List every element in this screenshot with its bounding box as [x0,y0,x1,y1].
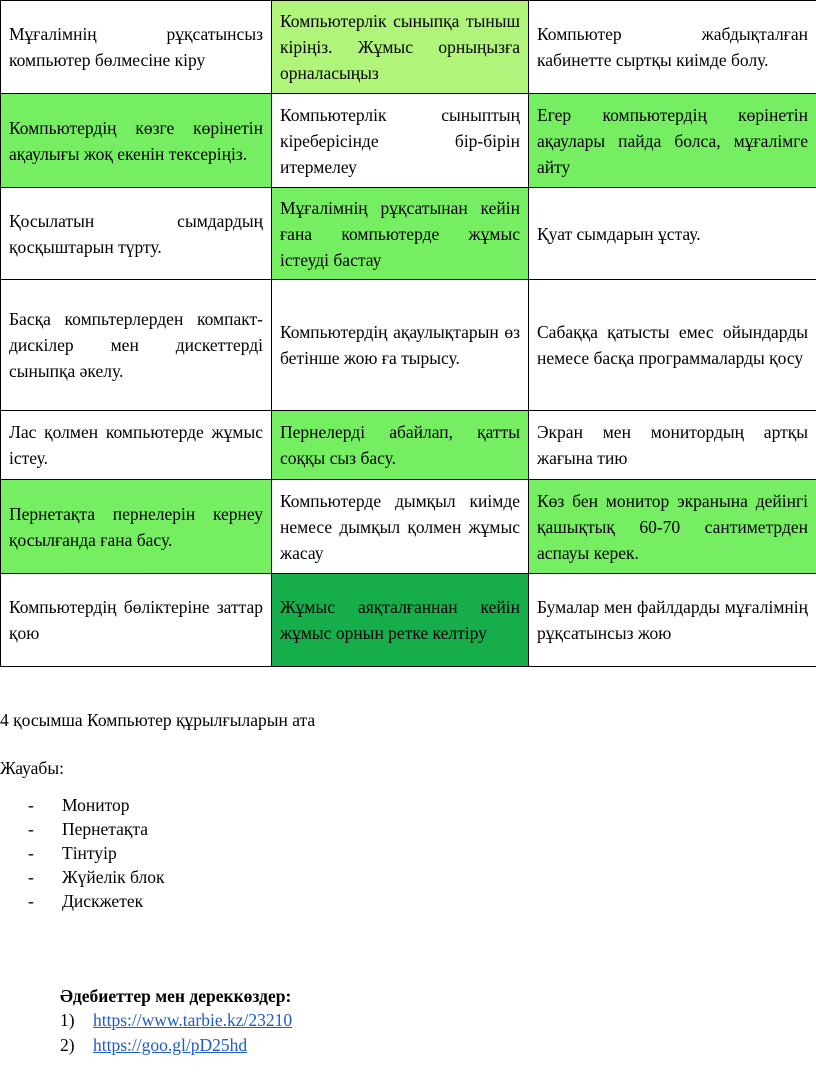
list-item-text: Пернетақта [62,819,149,839]
table-row [1,411,816,480]
table-cell: Компьютерлік сыныпқа тыныш кіріңіз. Жұмыс орныңызға орналасыңыз [272,1,529,94]
table-cell: Көз бен монитор экранына дейінгі қашықтық 60-70 сантиметрден аспауы керек. [529,480,816,574]
table-cell: Компьютерде дымқыл киімде немесе дымқыл қолмен жұмыс жасау [272,480,529,574]
table-cell: Басқа компьтерлерден компакт-дискілер мен дискеттерді сыныпқа әкелу. [1,280,272,411]
list-item [28,817,165,841]
dash-bullet: - [28,891,34,911]
dash-bullet: - [28,843,34,863]
table-row [1,480,816,574]
table-row [1,188,816,280]
table-cell: Қуат сымдарын ұстау. [529,188,816,280]
list-item-text: Дискжетек [62,891,144,911]
references-title: Әдебиеттер мен дереккөздер: [60,986,292,1006]
table-cell: Пернелерді абайлап, қатты соққы сыз басу. [272,411,529,480]
list-item-text: Тінтуір [62,843,117,863]
table-cell: Компьютердің бөліктеріне заттар қою [1,574,272,667]
table-row [1,94,816,188]
answer-list [28,793,165,913]
table-cell: Сабаққа қатысты емес ойындарды немесе басқа программаларды қосу [529,280,816,411]
answer-label: Жауабы: [0,758,64,778]
reference-link[interactable]: https://www.tarbie.kz/23210 [93,1010,293,1030]
table-cell: Компьютер жабдықталған кабинетте сыртқы киімде болу. [529,1,816,94]
table-cell: Экран мен монитордың артқы жағына тию [529,411,816,480]
reference-number: 1) [60,1010,75,1030]
reference-number: 2) [60,1035,75,1055]
dash-bullet: - [28,867,34,887]
dash-bullet: - [28,795,34,815]
reference-link[interactable]: https://goo.gl/pD25hd [93,1035,248,1055]
table-cell: Лас қолмен компьютерде жұмыс істеу. [1,411,272,480]
table-cell: Қосылатын сымдардың қосқыштарын түрту. [1,188,272,280]
table-cell: Бумалар мен файлдарды мұғалімнің рұқсатынсыз жою [529,574,816,667]
table-row [1,1,816,94]
table-cell: Компьютердің ақаулықтарын өз бетінше жою ға тырысу. [272,280,529,411]
reference-item [60,1033,292,1058]
appendix-caption: 4 қосымша Компьютер құрылғыларын ата [0,710,316,730]
dash-bullet: - [28,819,34,839]
list-item [28,889,165,913]
table-cell: Компьютерлік сыныптың кіреберісінде бір-бірін итермелеу [272,94,529,188]
list-item [28,841,165,865]
table-row [1,280,816,411]
table-row [1,574,816,667]
reference-item [60,1008,292,1033]
table-cell: Жұмыс аяқталғаннан кейін жұмыс орнын ретке келтіру [272,574,529,667]
table-cell: Мұғалімнің рұқсатынан кейін ғана компьютерде жұмыс істеуді бастау [272,188,529,280]
list-item [28,793,165,817]
list-item-text: Монитор [62,795,130,815]
references-list [60,1008,292,1058]
table-cell: Компьютердің көзге көрінетін ақаулығы жоқ екенін тексеріңіз. [1,94,272,188]
table-cell: Мұғалімнің рұқсатынсыз компьютер бөлмесіне кіру [1,1,272,94]
table-cell: Егер компьютердің көрінетін ақаулары пайда болса, мұғалімге айту [529,94,816,188]
table-cell: Пернетақта пернелерін кернеу қосылғанда ғана басу. [1,480,272,574]
list-item-text: Жүйелік блок [62,867,165,887]
list-item [28,865,165,889]
